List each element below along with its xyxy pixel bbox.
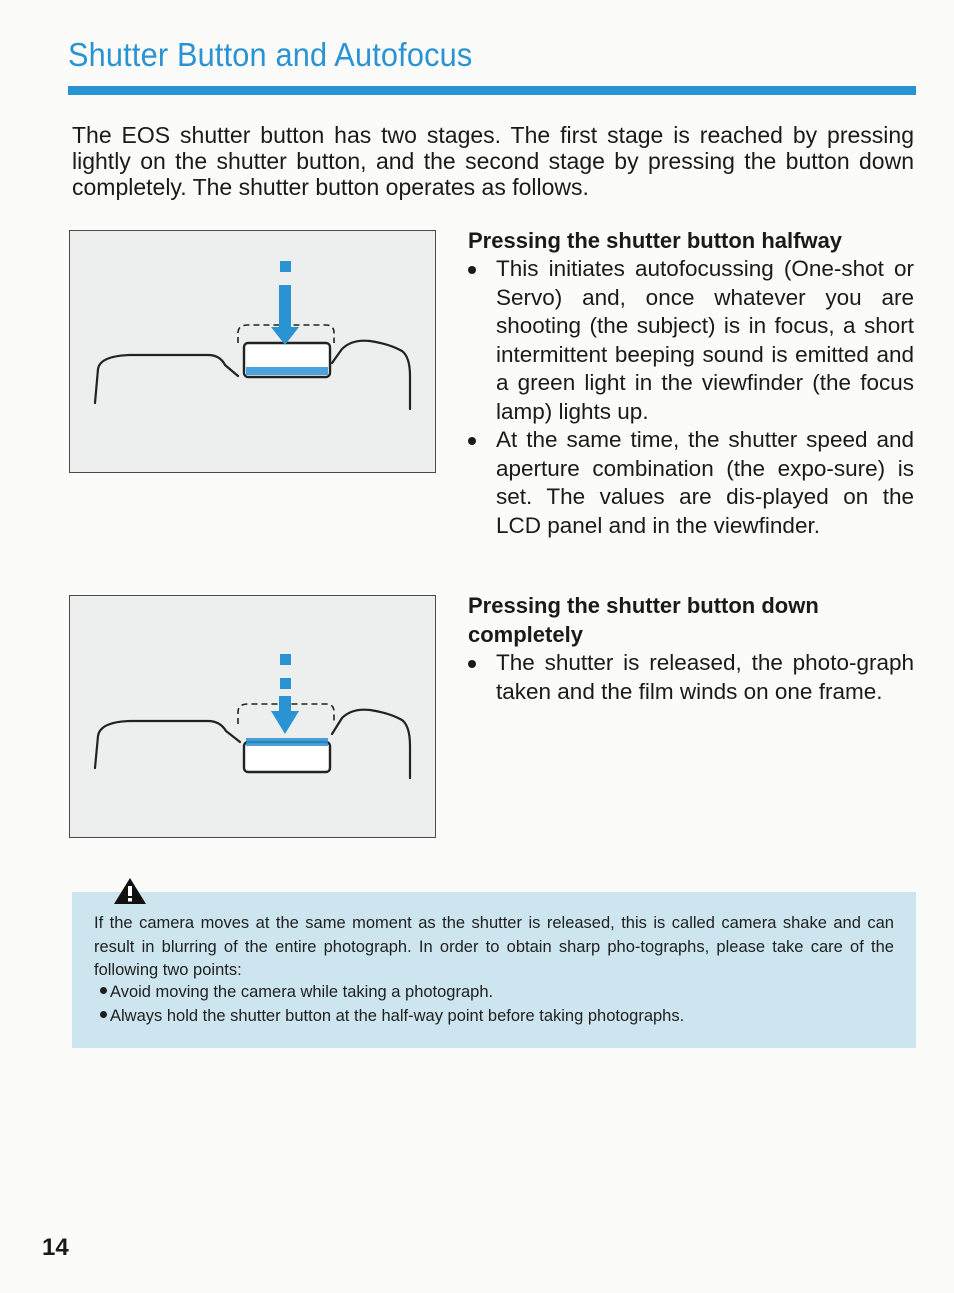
bullet-icon	[100, 987, 107, 994]
bullet-icon	[468, 266, 476, 274]
list-item: The shutter is released, the photo-graph taken and the film winds on one frame.	[468, 649, 914, 706]
bullet-list	[468, 649, 914, 706]
warning-triangle-icon	[112, 876, 148, 906]
bullet-icon	[468, 660, 476, 668]
caution-points	[100, 981, 900, 1028]
list-item: At the same time, the shutter speed and aperture combination (the expo-sure) is set. The values are dis-played on the LCD panel and in the viewfinder.	[468, 426, 914, 540]
caution-text: If the camera moves at the same moment as the shutter is released, this is called camera shake and can result in blurring of the entire photograph. In order to obtain sharp pho-tographs, please take care of the following two points:	[94, 914, 894, 979]
section-half-press	[468, 226, 914, 540]
section-full-press	[468, 591, 914, 706]
section-heading: Pressing the shutter button halfway	[468, 228, 843, 253]
page-number: 14	[42, 1234, 69, 1261]
list-item: Avoid moving the camera while taking a photograph.	[100, 981, 900, 1005]
bullet-icon	[100, 1011, 107, 1018]
intro-paragraph: The EOS shutter button has two stages. The first stage is reached by pressing lightly on the shutter button, and the second stage by pressing the button down completely. The shutter button operates as follows.	[72, 122, 914, 200]
bullet-icon	[468, 437, 476, 445]
section-heading: Pressing the shutter button down completely	[468, 593, 819, 647]
bullet-list	[468, 255, 914, 540]
list-item: Always hold the shutter button at the half-way point before taking photographs.	[100, 1005, 900, 1029]
page-title: Shutter Button and Autofocus	[68, 36, 473, 73]
half-press-illustration	[69, 230, 436, 473]
list-item: This initiates autofocussing (One-shot or Servo) and, once whatever you are shooting (the subject) is in focus, a short intermittent beeping sound is emitted and a green light in the viewfinder (the focus lamp) lights up.	[468, 255, 914, 426]
title-rule	[68, 86, 916, 95]
full-press-illustration	[69, 595, 436, 838]
